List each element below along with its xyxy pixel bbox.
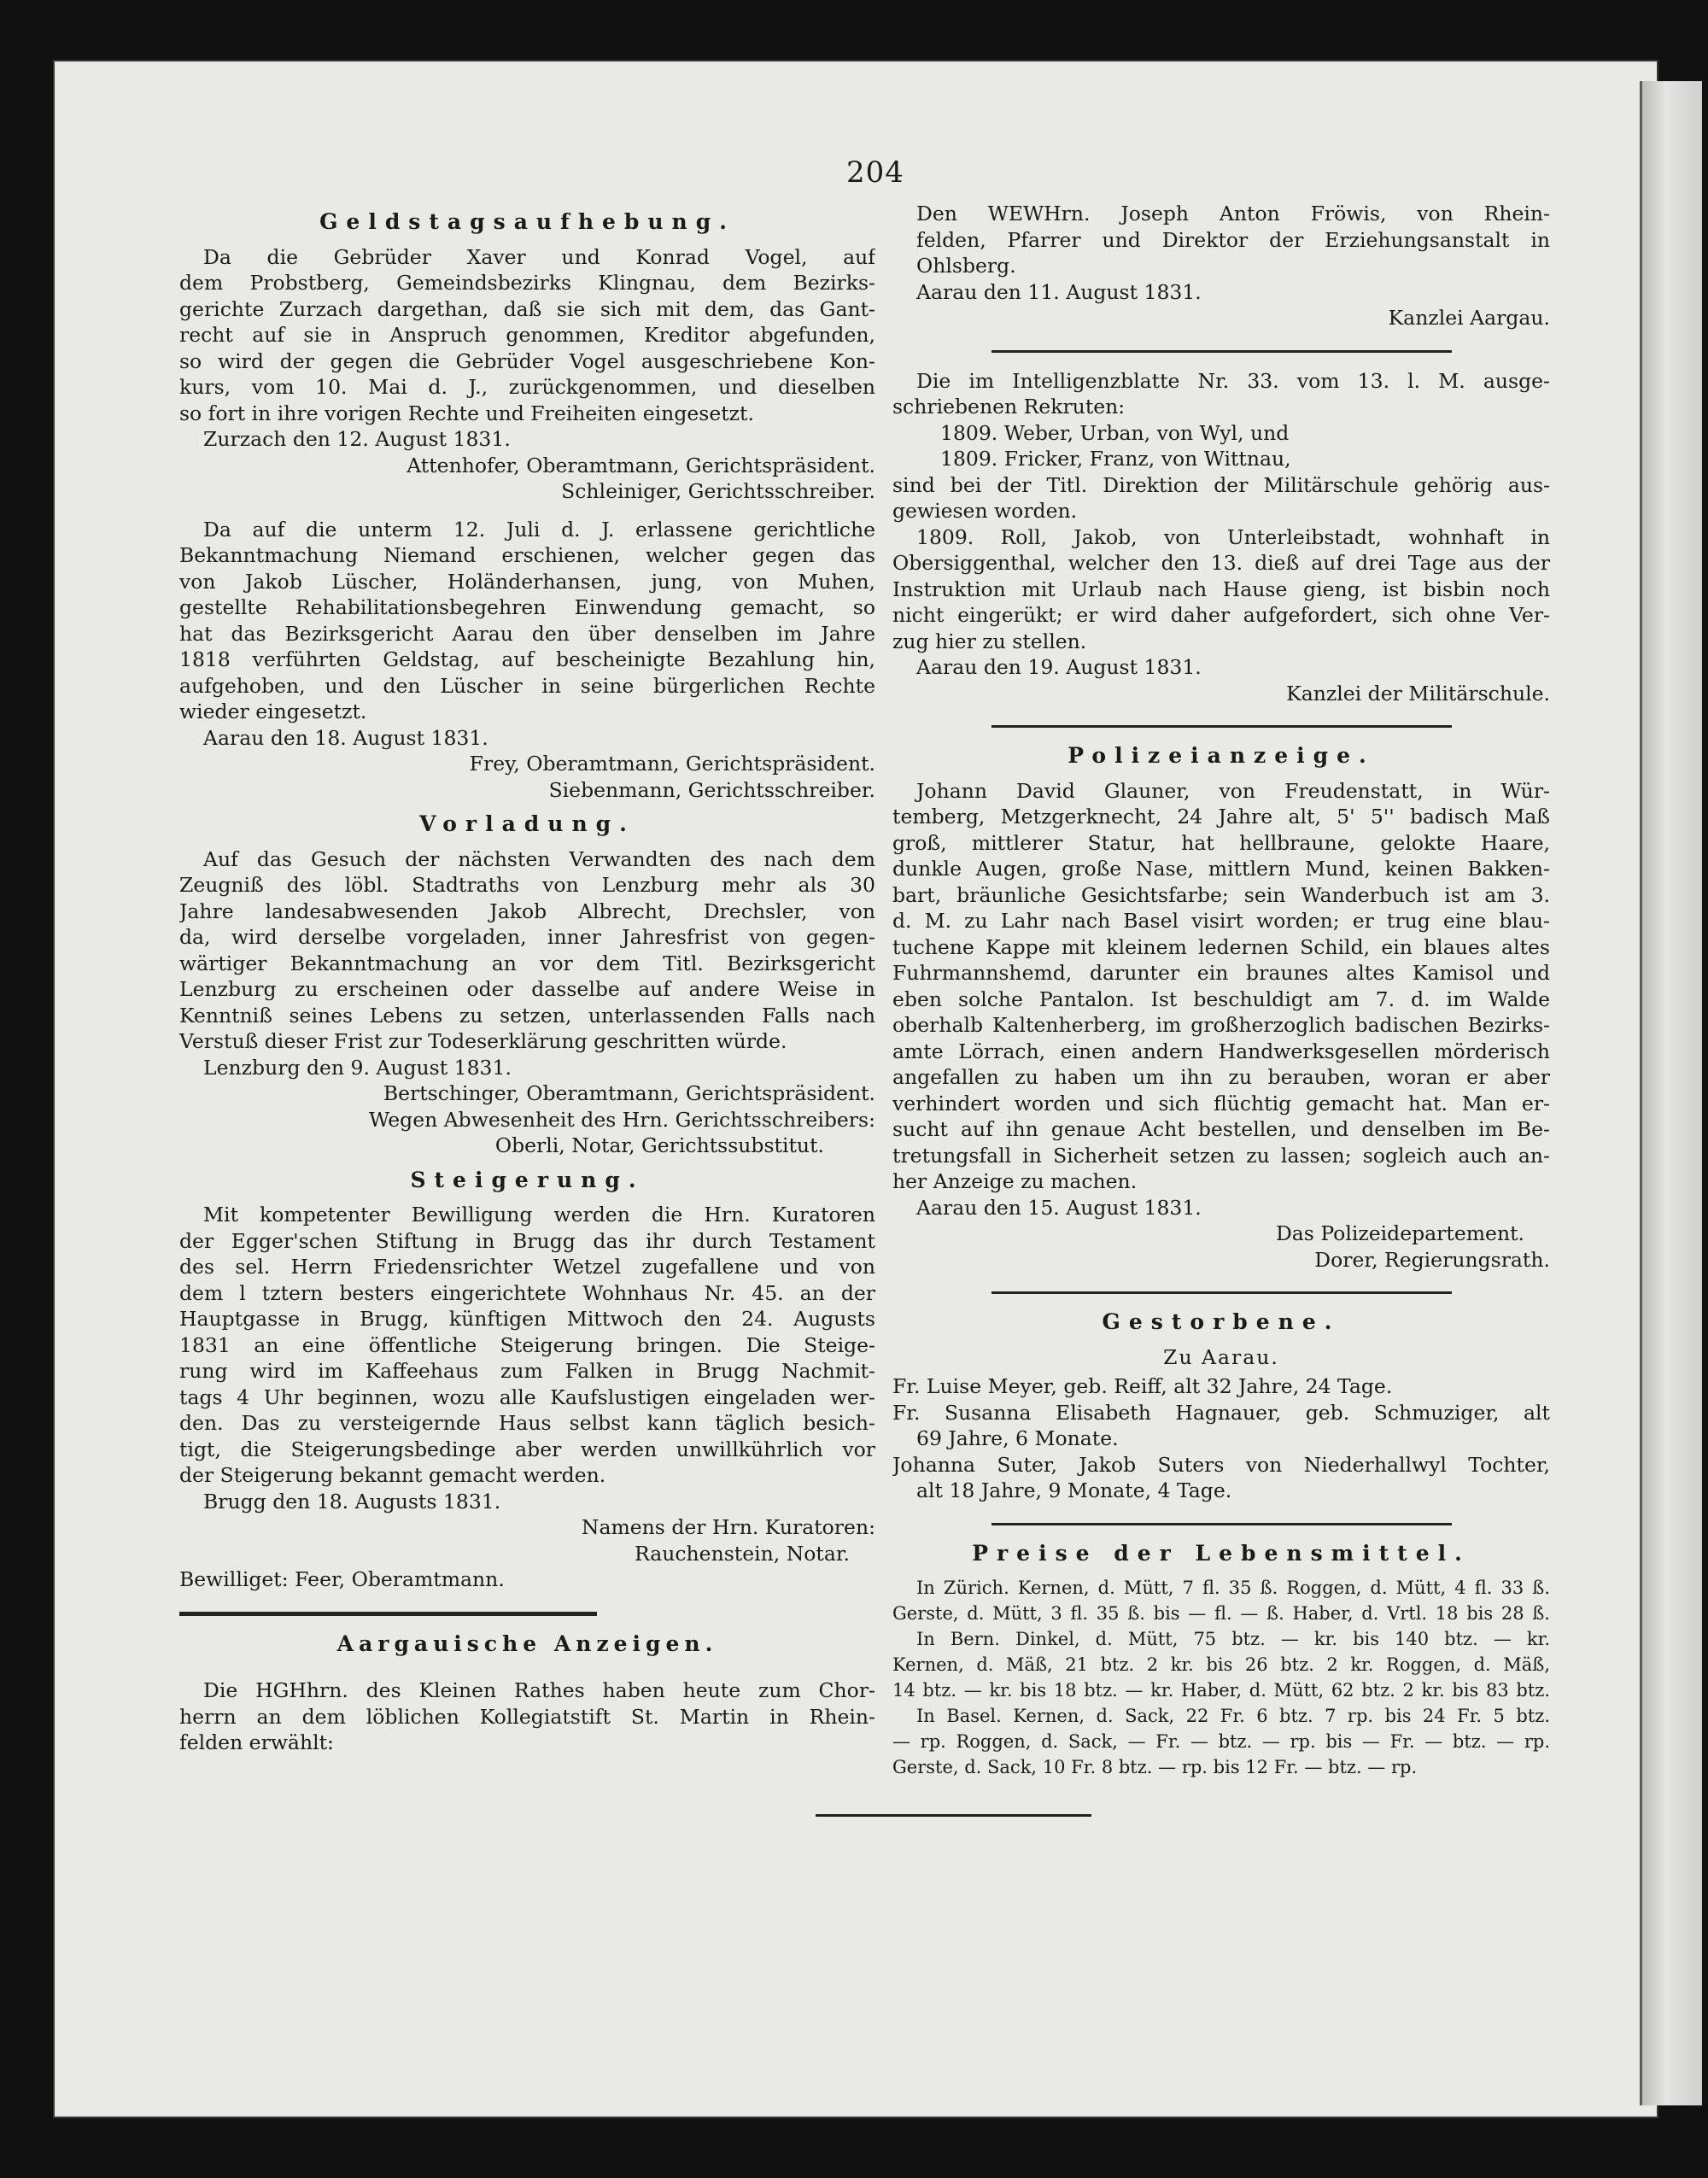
- text-line: der Steigerung bekannt gemacht werden.: [179, 1463, 606, 1487]
- section-divider: [991, 350, 1452, 353]
- text-line: dem l tztern besters eingerichtete Wohnhaus Nr. 45. an der: [179, 1280, 875, 1305]
- section-divider: [991, 725, 1452, 728]
- text-line: Hauptgasse in Brugg, künftigen Mittwoch den 24. Augusts: [179, 1307, 875, 1331]
- rehab-text: [179, 517, 875, 725]
- signature: Frey, Oberamtmann, Gerichtspräsident.: [469, 752, 875, 776]
- steigerung-text: [179, 1202, 875, 1489]
- vorladung-heading: Vorladung.: [419, 811, 635, 836]
- death-entry: alt 18 Jahre, 9 Monate, 4 Tage.: [916, 1478, 1232, 1502]
- geldstag-text: [179, 244, 875, 427]
- text-line: Kenntniß seines Lebens zu setzen, unterlassenden Falls nach: [179, 1003, 875, 1028]
- gestorbene-subheading: Zu Aarau.: [1163, 1344, 1279, 1369]
- text-line: nicht eingerükt; er wird daher aufgefordert, sich ohne Ver-: [892, 603, 1550, 627]
- gestorbene-section: [892, 1309, 1550, 1504]
- text-line: Ohlsberg.: [916, 254, 1016, 278]
- signature: Das Polizeidepartement.: [1275, 1221, 1524, 1245]
- signature: Schleiniger, Gerichtsschreiber.: [561, 479, 875, 503]
- signature: Rauchenstein, Notar.: [634, 1541, 850, 1566]
- polizei-section: [892, 743, 1550, 1273]
- text-line: des sel. Herrn Friedensrichter Wetzel zugefallene und von: [179, 1255, 875, 1279]
- text-line: Auf das Gesuch der nächsten Verwandten des nach dem: [203, 846, 875, 871]
- gestorbene-heading: Gestorbene.: [1102, 1309, 1341, 1334]
- text-line: den. Das zu versteigernde Haus selbst kann täglich besich-: [179, 1411, 875, 1435]
- end-divider: [816, 1814, 1091, 1817]
- text-line: schriebenen Rekruten:: [892, 395, 1126, 419]
- text-line: Obersiggenthal, welcher den 13. dieß auf drei Tage aus der: [892, 551, 1550, 575]
- text-line: amte Lörrach, einen andern Handwerksgesellen mörderisch: [892, 1039, 1550, 1063]
- signature: Dorer, Regierungsrath.: [1314, 1247, 1550, 1272]
- text-line: bart, bräunliche Gesichtsfarbe; sein Wanderbuch ist am 3.: [892, 882, 1550, 907]
- price-line: In Zürich. Kernen, d. Mütt, 7 fl. 35 ß. Roggen, d. Mütt, 4 fl. 33 ß.: [916, 1577, 1550, 1598]
- text-line: recht auf sie in Anspruch genommen, Kreditor abgefunden,: [179, 323, 875, 347]
- text-line: Da die Gebrüder Xaver und Konrad Vogel, auf: [203, 244, 875, 269]
- text-line: Mit kompetenter Bewilligung werden die Hrn. Kuratoren: [203, 1203, 875, 1227]
- text-line: Fuhrmannshemd, darunter ein braunes altes Kamisol und: [892, 961, 1550, 985]
- section-divider: [179, 1612, 597, 1616]
- death-entry: 69 Jahre, 6 Monate.: [916, 1426, 1119, 1450]
- recruit-entry: 1809. Weber, Urban, von Wyl, und: [940, 420, 1290, 445]
- vorladung-text: [179, 846, 875, 1055]
- section-divider: [991, 1291, 1452, 1294]
- dateline: Aarau den 11. August 1831.: [916, 279, 1202, 304]
- price-line: Gerste, d. Sack, 10 Fr. 8 btz. — rp. bis 12 Fr. — btz. — rp.: [892, 1756, 1418, 1777]
- preise-heading: Preise der Lebensmittel.: [972, 1540, 1471, 1566]
- signature: Attenhofer, Oberamtmann, Gerichtspräsident.: [407, 453, 875, 477]
- text-line: Jahre landesabwesenden Jakob Albrecht, Drechsler, von: [179, 899, 875, 923]
- text-line: felden, Pfarrer und Direktor der Erziehungsanstalt in: [916, 227, 1550, 252]
- signature: Namens der Hrn. Kuratoren:: [581, 1515, 875, 1539]
- rekruten-section: [892, 368, 1550, 707]
- text-line: kurs, vom 10. Mai d. J., zurückgenommen, und dieselben: [179, 375, 875, 399]
- polizei-text: [892, 778, 1550, 1195]
- price-line: Kernen, d. Mäß, 21 btz. 2 kr. bis 26 btz. 2 kr. Roggen, d. Mäß,: [892, 1654, 1550, 1675]
- signature: Siebenmann, Gerichtsschreiber.: [548, 777, 875, 802]
- text-line: tags 4 Uhr beginnen, wozu alle Kaufslustigen eingeladen wer-: [179, 1385, 875, 1409]
- text-line: Da auf die unterm 12. Juli d. J. erlassene gerichtliche: [203, 517, 875, 542]
- price-line: 14 btz. — kr. bis 18 btz. — kr. Haber, d. Mütt, 62 btz. 2 kr. bis 83 btz.: [892, 1679, 1550, 1701]
- dateline: Aarau den 15. August 1831.: [916, 1195, 1202, 1220]
- text-line: 1818 verführten Geldstag, auf bescheinigte Bezahlung hin,: [179, 647, 875, 671]
- text-line: Verstuß dieser Frist zur Todeserklärung geschritten würde.: [179, 1029, 787, 1053]
- text-line: rung wird im Kaffeehaus zum Falken in Brugg Nachmit-: [179, 1359, 875, 1383]
- price-line: Gerste, d. Mütt, 3 fl. 35 ß. bis — fl. — ß. Haber, d. Vrtl. 18 bis 28 ß.: [892, 1602, 1550, 1624]
- chorherr-text: [892, 201, 1550, 279]
- text-line: dunkle Augen, große Nase, mittlern Mund, keinen Bakken-: [892, 857, 1550, 881]
- text-line: wieder eingesetzt.: [179, 700, 367, 723]
- signature: Bertschinger, Oberamtmann, Gerichtspräsident.: [383, 1081, 875, 1105]
- text-line: wärtiger Bekanntmachung an vor dem Titl. Bezirksgericht: [179, 951, 875, 975]
- aargauische-section: [179, 1631, 875, 1756]
- text-line: groß, mittlerer Statur, hat hellbraune, gelokte Haare,: [892, 830, 1550, 855]
- rehab-section: [179, 517, 875, 804]
- price-list: [892, 1575, 1550, 1780]
- left-column: [179, 201, 875, 1756]
- aargauische-heading: Aargauische Anzeigen.: [336, 1631, 718, 1656]
- text-line: dem Probstberg, Gemeindsbezirks Klingnau, dem Bezirks-: [179, 271, 875, 295]
- steigerung-section: [179, 1168, 875, 1593]
- dateline: Zurzach den 12. August 1831.: [203, 427, 511, 451]
- dateline: Aarau den 18. August 1831.: [203, 725, 488, 750]
- price-line: — rp. Roggen, d. Sack, — Fr. — btz. — rp. bis — Fr. — btz. — rp.: [892, 1730, 1550, 1752]
- text-line: der Egger'schen Stiftung in Brugg das ihr durch Testament: [179, 1228, 875, 1253]
- text-line: tigt, die Steigerungsbedinge aber werden unwillkührlich vor: [179, 1437, 875, 1461]
- section-divider: [991, 1523, 1452, 1525]
- signature: Kanzlei Aargau.: [1388, 306, 1550, 330]
- text-line: Die im Intelligenzblatte Nr. 33. vom 13. l. M. ausge-: [916, 368, 1550, 393]
- text-line: so wird der gegen die Gebrüder Vogel ausgeschriebene Kon-: [179, 348, 875, 373]
- aargauische-text: [179, 1677, 875, 1756]
- text-line: Johann David Glauner, von Freudenstatt, in Wür-: [916, 778, 1550, 803]
- text-line: Instruktion mit Urlaub nach Hause gieng, ist bisbin noch: [892, 577, 1550, 601]
- dateline: Brugg den 18. Augusts 1831.: [203, 1489, 501, 1513]
- text-line: gerichte Zurzach dargethan, daß sie sich mit dem, das Gant-: [179, 296, 875, 321]
- signature: Wegen Abwesenheit des Hrn. Gerichtsschreibers:: [369, 1107, 875, 1132]
- text-line: da, wird derselbe vorgeladen, inner Jahresfrist von gegen-: [179, 925, 875, 949]
- price-line: In Basel. Kernen, d. Sack, 22 Fr. 6 btz. 7 rp. bis 24 Fr. 5 btz.: [916, 1705, 1550, 1726]
- text-line: eben solche Pantalon. Ist beschuldigt am 7. d. im Walde: [892, 987, 1550, 1011]
- text-line: 1809. Roll, Jakob, von Unterleibstadt, wohnhaft in: [916, 524, 1550, 549]
- text-line: zug hier zu stellen.: [892, 629, 1087, 653]
- right-column: [892, 201, 1550, 1832]
- rekruten-text: [892, 368, 1550, 655]
- dateline: Aarau den 19. August 1831.: [916, 655, 1202, 679]
- dateline: Lenzburg den 9. August 1831.: [203, 1055, 512, 1080]
- recruit-entry: 1809. Fricker, Franz, von Wittnau,: [940, 447, 1291, 471]
- geldstag-section: [179, 209, 875, 505]
- text-line: her Anzeige zu machen.: [892, 1169, 1138, 1193]
- text-line: oberhalb Kaltenherberg, im großherzoglich badischen Bezirks-: [892, 1013, 1550, 1037]
- text-line: hat das Bezirksgericht Aarau den über denselben im Jahre: [179, 621, 875, 646]
- text-line: Die HGHhrn. des Kleinen Rathes haben heute zum Chor-: [203, 1678, 875, 1702]
- signature: Oberli, Notar, Gerichtssubstitut.: [494, 1133, 824, 1157]
- text-line: herrn an dem löblichen Kollegiatstift St. Martin in Rhein-: [179, 1704, 875, 1729]
- gestorbene-list: [892, 1373, 1550, 1504]
- signature: Kanzlei der Militärschule.: [1286, 681, 1550, 706]
- steigerung-heading: Steigerung.: [410, 1167, 645, 1192]
- text-line: angefallen zu haben um ihn zu berauben, woran er aber: [892, 1065, 1550, 1089]
- next-page-edge: [1640, 81, 1702, 2105]
- chorherr-section: [892, 201, 1550, 331]
- text-line: sind bei der Titl. Direktion der Militärschule gehörig aus-: [892, 472, 1550, 497]
- geldstag-heading: Geldstagsaufhebung.: [319, 209, 735, 234]
- approval-line: Bewilliget: Feer, Oberamtmann.: [179, 1567, 505, 1591]
- vorladung-section: [179, 811, 875, 1159]
- text-line: Den WEWHrn. Joseph Anton Fröwis, von Rhein-: [916, 202, 1550, 225]
- death-entry: Johanna Suter, Jakob Suters von Niederhallwyl Tochter,: [892, 1452, 1550, 1477]
- death-entry: Fr. Luise Meyer, geb. Reiff, alt 32 Jahre, 24 Tage.: [892, 1374, 1393, 1398]
- text-line: so fort in ihre vorigen Rechte und Freiheiten eingesetzt.: [179, 401, 754, 425]
- text-line: gestellte Rehabilitationsbegehren Einwendung gemacht, so: [179, 595, 875, 619]
- text-line: sucht auf ihn genaue Acht bestellen, und denselben im Be-: [892, 1117, 1550, 1141]
- text-line: aufgehoben, und den Lüscher in seine bürgerlichen Rechte: [179, 673, 875, 698]
- text-line: tuchene Kappe mit kleinem ledernen Schild, ein blaues altes: [892, 934, 1550, 959]
- preise-section: [892, 1541, 1550, 1780]
- text-line: Bekanntmachung Niemand erschienen, welcher gegen das: [179, 543, 875, 567]
- text-line: von Jakob Lüscher, Holänderhansen, jung, von Muhen,: [179, 569, 875, 594]
- text-line: d. M. zu Lahr nach Basel visirt worden; er trug eine blau-: [892, 909, 1550, 933]
- text-line: verhindert worden und sich flüchtig gemacht hat. Man er-: [892, 1091, 1550, 1115]
- text-line: temberg, Metzgerknecht, 24 Jahre alt, 5' 5'' badisch Maß: [892, 805, 1550, 828]
- text-line: 1831 an eine öffentliche Steigerung bringen. Die Steige-: [179, 1332, 875, 1357]
- text-line: Zeugniß des löbl. Stadtraths von Lenzburg mehr als 30: [179, 873, 875, 897]
- price-line: In Bern. Dinkel, d. Mütt, 75 btz. — kr. bis 140 btz. — kr.: [916, 1628, 1550, 1649]
- polizei-heading: Polizeianzeige.: [1068, 743, 1375, 768]
- text-line: Lenzburg zu erscheinen oder dasselbe auf andere Weise in: [179, 977, 875, 1001]
- page-number: 204: [846, 155, 904, 190]
- text-line: felden erwählt:: [179, 1730, 334, 1754]
- text-line: tretungsfall in Sicherheit setzen zu lassen; sogleich auch an-: [892, 1143, 1550, 1168]
- death-entry: Fr. Susanna Elisabeth Hagnauer, geb. Schmuziger, alt: [892, 1400, 1550, 1425]
- text-line: gewiesen worden.: [892, 499, 1078, 523]
